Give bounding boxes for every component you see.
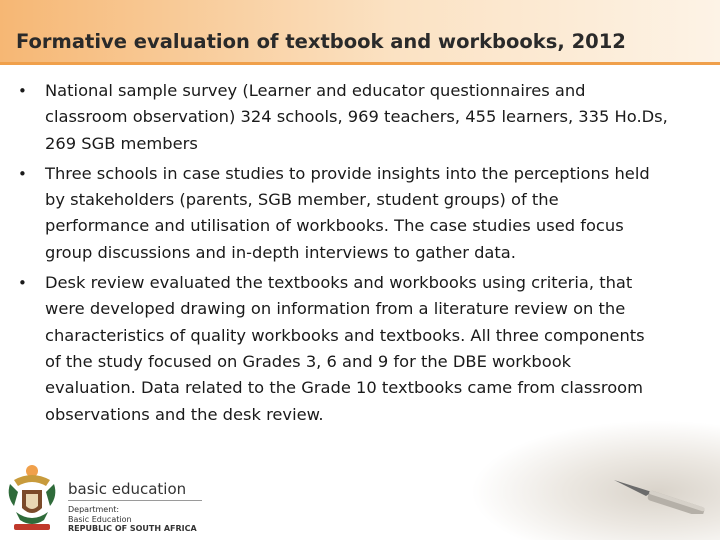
bullet-list (18, 78, 708, 428)
bullet-item (18, 161, 708, 266)
bullet-line: 269 SGB members (45, 133, 198, 153)
slide-body (18, 78, 708, 432)
slide-title: Formative evaluation of textbook and workbooks, 2012 (16, 30, 626, 53)
bullet-line: classroom observation) 324 schools, 969 teachers, 455 learners, 335 Ho.Ds, (45, 107, 668, 127)
bullet-line: of the study focused on Grades 3, 6 and 9 for the DBE workbook (45, 351, 572, 371)
header-divider (0, 62, 720, 65)
department-name: Basic Education (68, 515, 132, 524)
bullet-line: performance and utilisation of workbooks. The case studies used focus (45, 216, 624, 236)
bullet-marker: • (18, 274, 27, 293)
bullet-marker: • (18, 82, 27, 100)
bullet-line: evaluation. Data related to the Grade 10 textbooks came from classroom (45, 378, 643, 398)
bullet-line: were developed drawing on information from a literature review on the (45, 299, 626, 319)
bullet-line: National sample survey (Learner and educator questionnaires and (45, 81, 586, 100)
bullet-item (18, 270, 708, 428)
bullet-line: by stakeholders (parents, SGB member, student groups) of the (45, 190, 559, 210)
bullet-line: group discussions and in-depth interviews to gather data. (45, 242, 516, 262)
brand-divider (68, 500, 202, 501)
country-name: REPUBLIC OF SOUTH AFRICA (68, 524, 197, 533)
department-logo (0, 458, 220, 540)
bullet-marker: • (18, 164, 27, 183)
bullet-item (18, 78, 708, 157)
department-label: Department: (68, 505, 120, 514)
bullet-line: characteristics of quality workbooks and textbooks. All three components (45, 325, 645, 345)
bullet-line: Three schools in case studies to provide insights into the perceptions held (45, 163, 650, 183)
brand-name: basic education (68, 480, 187, 498)
bullet-line: observations and the desk review. (45, 404, 324, 424)
bullet-line: Desk review evaluated the textbooks and workbooks using criteria, that (45, 273, 633, 293)
coat-of-arms-icon (4, 462, 60, 536)
slide-header (0, 0, 720, 62)
fountain-pen-icon (612, 470, 716, 514)
